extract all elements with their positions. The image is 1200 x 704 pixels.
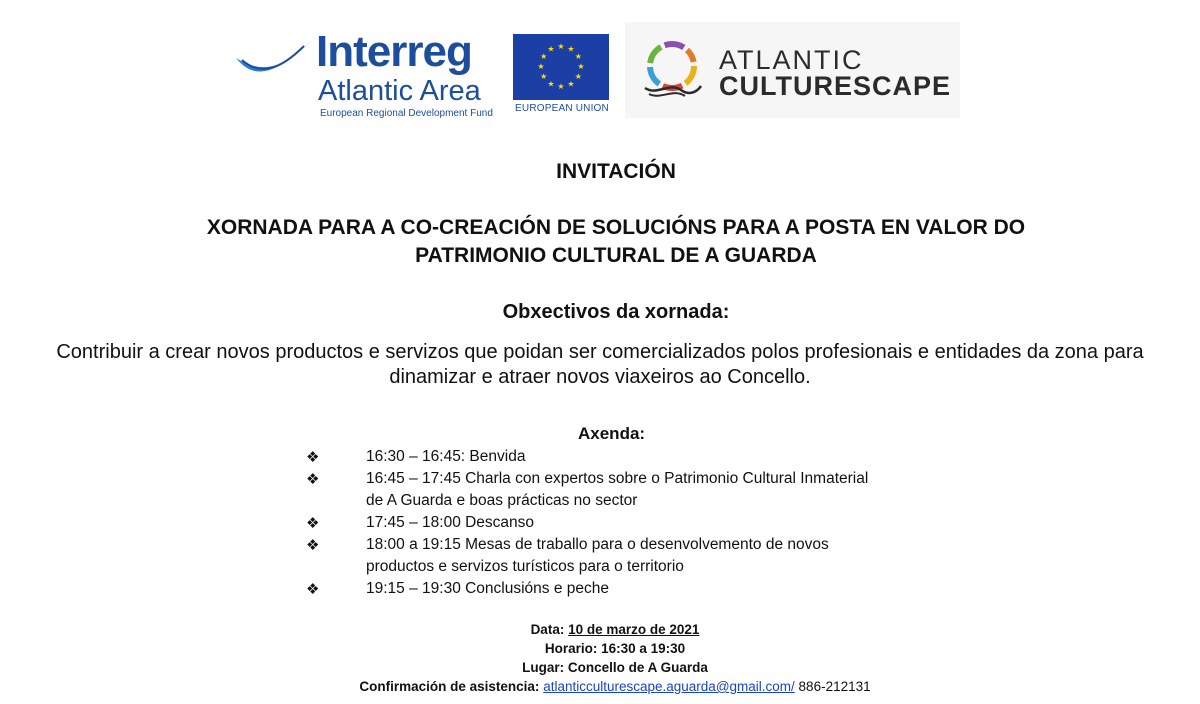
place-text: Lugar: Concello de A Guarda: [522, 660, 708, 675]
objectives-text: [0, 340, 1200, 390]
svg-text:★: ★: [547, 79, 555, 89]
interreg-fund: European Regional Development Fund: [320, 108, 493, 119]
diamond-bullet-icon: ❖: [306, 448, 320, 466]
agenda-item: [306, 512, 926, 534]
agenda-item-text: 17:45 – 18:00 Descanso: [366, 514, 535, 531]
svg-text:★: ★: [547, 44, 555, 54]
objectives-line1: Contribuir a crear novos productos e servizos que poidan ser comercializados polos profesionais e entidades da zona para: [56, 341, 1144, 363]
interreg-brand: Interreg: [316, 27, 472, 76]
event-title-line2: PATRIMONIO CULTURAL DE A GUARDA: [415, 244, 817, 267]
event-schedule: [0, 639, 1200, 658]
svg-text:★: ★: [557, 42, 565, 51]
svg-text:★: ★: [574, 52, 582, 61]
agenda-item-text-continued: productos e servizos turísticos para o territorio: [366, 558, 684, 575]
objectives-line2: dinamizar e atraer novos viaxeiros ao Concello.: [389, 366, 811, 388]
culturescape-wheel-icon: [639, 36, 705, 102]
schedule-text: Horario: 16:30 a 19:30: [544, 641, 686, 656]
svg-text:★: ★: [567, 44, 575, 54]
agenda-item-text: 19:15 – 19:30 Conclusións e peche: [366, 580, 610, 597]
svg-text:★: ★: [567, 79, 575, 89]
logo-bar: [230, 22, 960, 122]
event-date: [0, 620, 1200, 639]
agenda-item: [306, 446, 926, 468]
diamond-bullet-icon: ❖: [306, 536, 320, 554]
diamond-bullet-icon: ❖: [306, 470, 320, 488]
confirmation-label: Confirmación de asistencia:: [359, 679, 540, 694]
eu-label: EUROPEAN UNION: [515, 103, 609, 114]
email-link[interactable]: atlanticculturescape.aguarda@gmail.com/: [543, 679, 795, 694]
agenda-list: [306, 446, 926, 600]
svg-text:★: ★: [540, 52, 548, 61]
svg-text:★: ★: [537, 62, 545, 71]
culturescape-line2: CULTURESCAPE: [719, 71, 952, 101]
agenda-item-text: 18:00 a 19:15 Mesas de traballo para o desenvolvemento de novos: [366, 536, 829, 553]
date-value: 10 de marzo de 2021: [568, 622, 700, 637]
attendance-confirmation: [0, 677, 1200, 696]
interreg-logo: [230, 27, 500, 120]
interreg-swoosh-icon: [234, 36, 314, 80]
event-place: [0, 658, 1200, 677]
agenda-item: [306, 534, 926, 578]
diamond-bullet-icon: ❖: [306, 580, 320, 598]
agenda-item-text: 16:30 – 16:45: Benvida: [366, 448, 526, 465]
agenda-item: [306, 578, 926, 600]
agenda-item: [306, 468, 926, 512]
diamond-bullet-icon: ❖: [306, 514, 320, 532]
event-title: [16, 214, 1200, 270]
phone-number: 886-212131: [794, 679, 871, 694]
date-label: Data:: [530, 622, 565, 637]
eu-logo: [513, 34, 611, 114]
atlantic-culturescape-logo: [625, 22, 960, 118]
eu-flag-icon: [513, 34, 609, 100]
agenda-item-text: 16:45 – 17:45 Charla con expertos sobre o Patrimonio Cultural Inmaterial: [366, 470, 869, 487]
svg-text:★: ★: [574, 72, 582, 81]
invitation-heading: INVITACIÓN: [556, 160, 676, 183]
interreg-area: Atlantic Area: [318, 75, 481, 107]
svg-text:★: ★: [557, 82, 565, 91]
agenda-item-text-continued: de A Guarda e boas prácticas no sector: [366, 492, 638, 509]
event-title-line1: XORNADA PARA A CO-CREACIÓN DE SOLUCIÓNS PARA A POSTA EN VALOR DO: [206, 216, 1026, 239]
agenda-heading: Axenda:: [578, 424, 646, 443]
svg-text:★: ★: [577, 62, 585, 71]
culturescape-line1: ATLANTIC: [719, 45, 864, 75]
svg-text:★: ★: [540, 72, 548, 81]
objectives-heading: Obxectivos da xornada:: [502, 301, 730, 323]
